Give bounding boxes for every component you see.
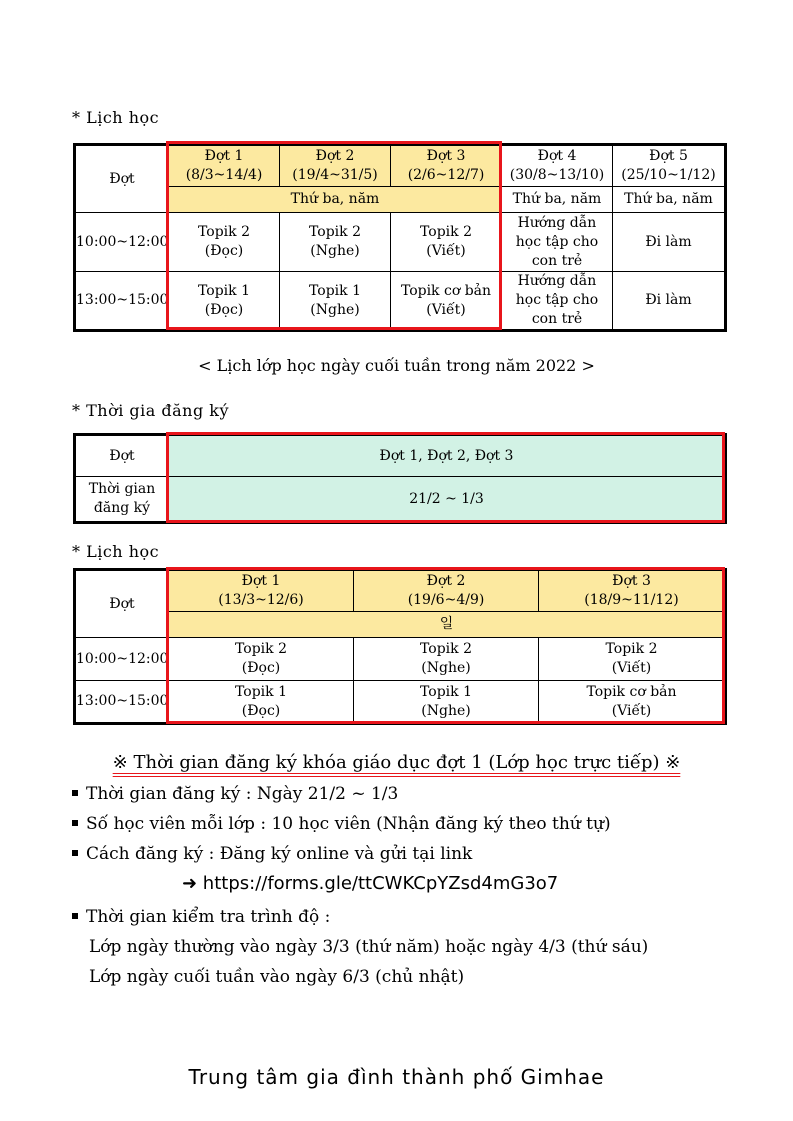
round-3-header: Đợt 3 (2/6~12/7) [391,145,502,187]
bullet-square-icon [72,850,78,856]
test-line-weekday: Lớp ngày thường vào ngày 3/3 (thứ năm) hoặc ngày 4/3 (thứ sáu) [89,937,649,957]
class-cell: Topik 1 (Nghe) [280,272,391,331]
class-cell: Topik 1 (Nghe) [354,681,539,724]
days-round-4: Thứ ba, năm [502,187,613,213]
table-caption: < Lịch lớp học ngày cuối tuần trong năm 2022 > [198,356,595,375]
round-5-header: Đợt 5 (25/10~1/12) [613,145,726,187]
bullet-square-icon [72,913,78,919]
notice-item-method: Cách đăng ký : Đăng ký online và gửi tại link [72,844,472,864]
notice-title: ※ Thời gian đăng ký khóa giáo dục đợt 1 (Lớp học trực tiếp) ※ [112,752,681,773]
registration-table [73,433,727,524]
class-cell: Topik 1 (Đọc) [169,272,280,331]
header-round-label: Đợt [75,145,169,213]
table-row [75,213,726,272]
section-title-schedule-2: * Lịch học [72,542,160,561]
round-2-header: Đợt 2 (19/4~31/5) [280,145,391,187]
days-round-5: Thứ ba, năm [613,187,726,213]
class-cell: Topik cơ bản (Viết) [391,272,502,331]
bullet-square-icon [72,790,78,796]
weekend-schedule-table [73,568,727,725]
section-title-schedule-1: * Lịch học [72,108,160,127]
registration-period-value: 21/2 ~ 1/3 [169,477,726,523]
time-cell: 10:00~12:00 [75,638,169,681]
class-cell: Hướng dẫn học tập cho con trẻ [502,272,613,331]
round-3-header: Đợt 3 (18/9~11/12) [539,570,726,612]
class-cell: Đi làm [613,213,726,272]
class-cell: Topik 2 (Đọc) [169,213,280,272]
class-cell: Topik 2 (Viết) [391,213,502,272]
round-value-cell: Đợt 1, Đợt 2, Đợt 3 [169,435,726,477]
round-4-header: Đợt 4 (30/8~13/10) [502,145,613,187]
round-2-header: Đợt 2 (19/6~4/9) [354,570,539,612]
class-cell: Topik 2 (Nghe) [354,638,539,681]
class-cell: Topik 1 (Đọc) [169,681,354,724]
footer-organization: Trung tâm gia đình thành phố Gimhae [188,1065,605,1089]
days-merged-cell: 일 [169,612,726,638]
table-row [75,681,726,724]
notice-item-test: Thời gian kiểm tra trình độ : [72,907,330,927]
round-1-header: Đợt 1 (13/3~12/6) [169,570,354,612]
weekday-schedule-table [73,143,727,332]
class-cell: Đi làm [613,272,726,331]
registration-period-label: Thời gian đăng ký [75,477,169,523]
time-cell: 10:00~12:00 [75,213,169,272]
class-cell: Topik 2 (Đọc) [169,638,354,681]
header-round-label: Đợt [75,570,169,638]
days-merged-cell: Thứ ba, năm [169,187,502,213]
table-row [75,272,726,331]
class-cell: Topik cơ bản (Viết) [539,681,726,724]
test-line-weekend: Lớp ngày cuối tuần vào ngày 6/3 (chủ nhật) [89,967,465,987]
notice-item-capacity: Số học viên mỗi lớp : 10 học viên (Nhận đăng ký theo thứ tự) [72,814,611,834]
class-cell: Topik 2 (Viết) [539,638,726,681]
section-title-registration: * Thời gia đăng ký [72,401,230,420]
notice-item-period: Thời gian đăng ký : Ngày 21/2 ~ 1/3 [72,784,398,804]
round-label-cell: Đợt [75,435,169,477]
bullet-square-icon [72,820,78,826]
round-1-header: Đợt 1 (8/3~14/4) [169,145,280,187]
registration-link[interactable]: ➜ https://forms.gle/ttCWKCpYZsd4mG3o7 [182,873,559,894]
class-cell: Topik 2 (Nghe) [280,213,391,272]
class-cell: Hướng dẫn học tập cho con trẻ [502,213,613,272]
time-cell: 13:00~15:00 [75,272,169,331]
time-cell: 13:00~15:00 [75,681,169,724]
table-row [75,638,726,681]
